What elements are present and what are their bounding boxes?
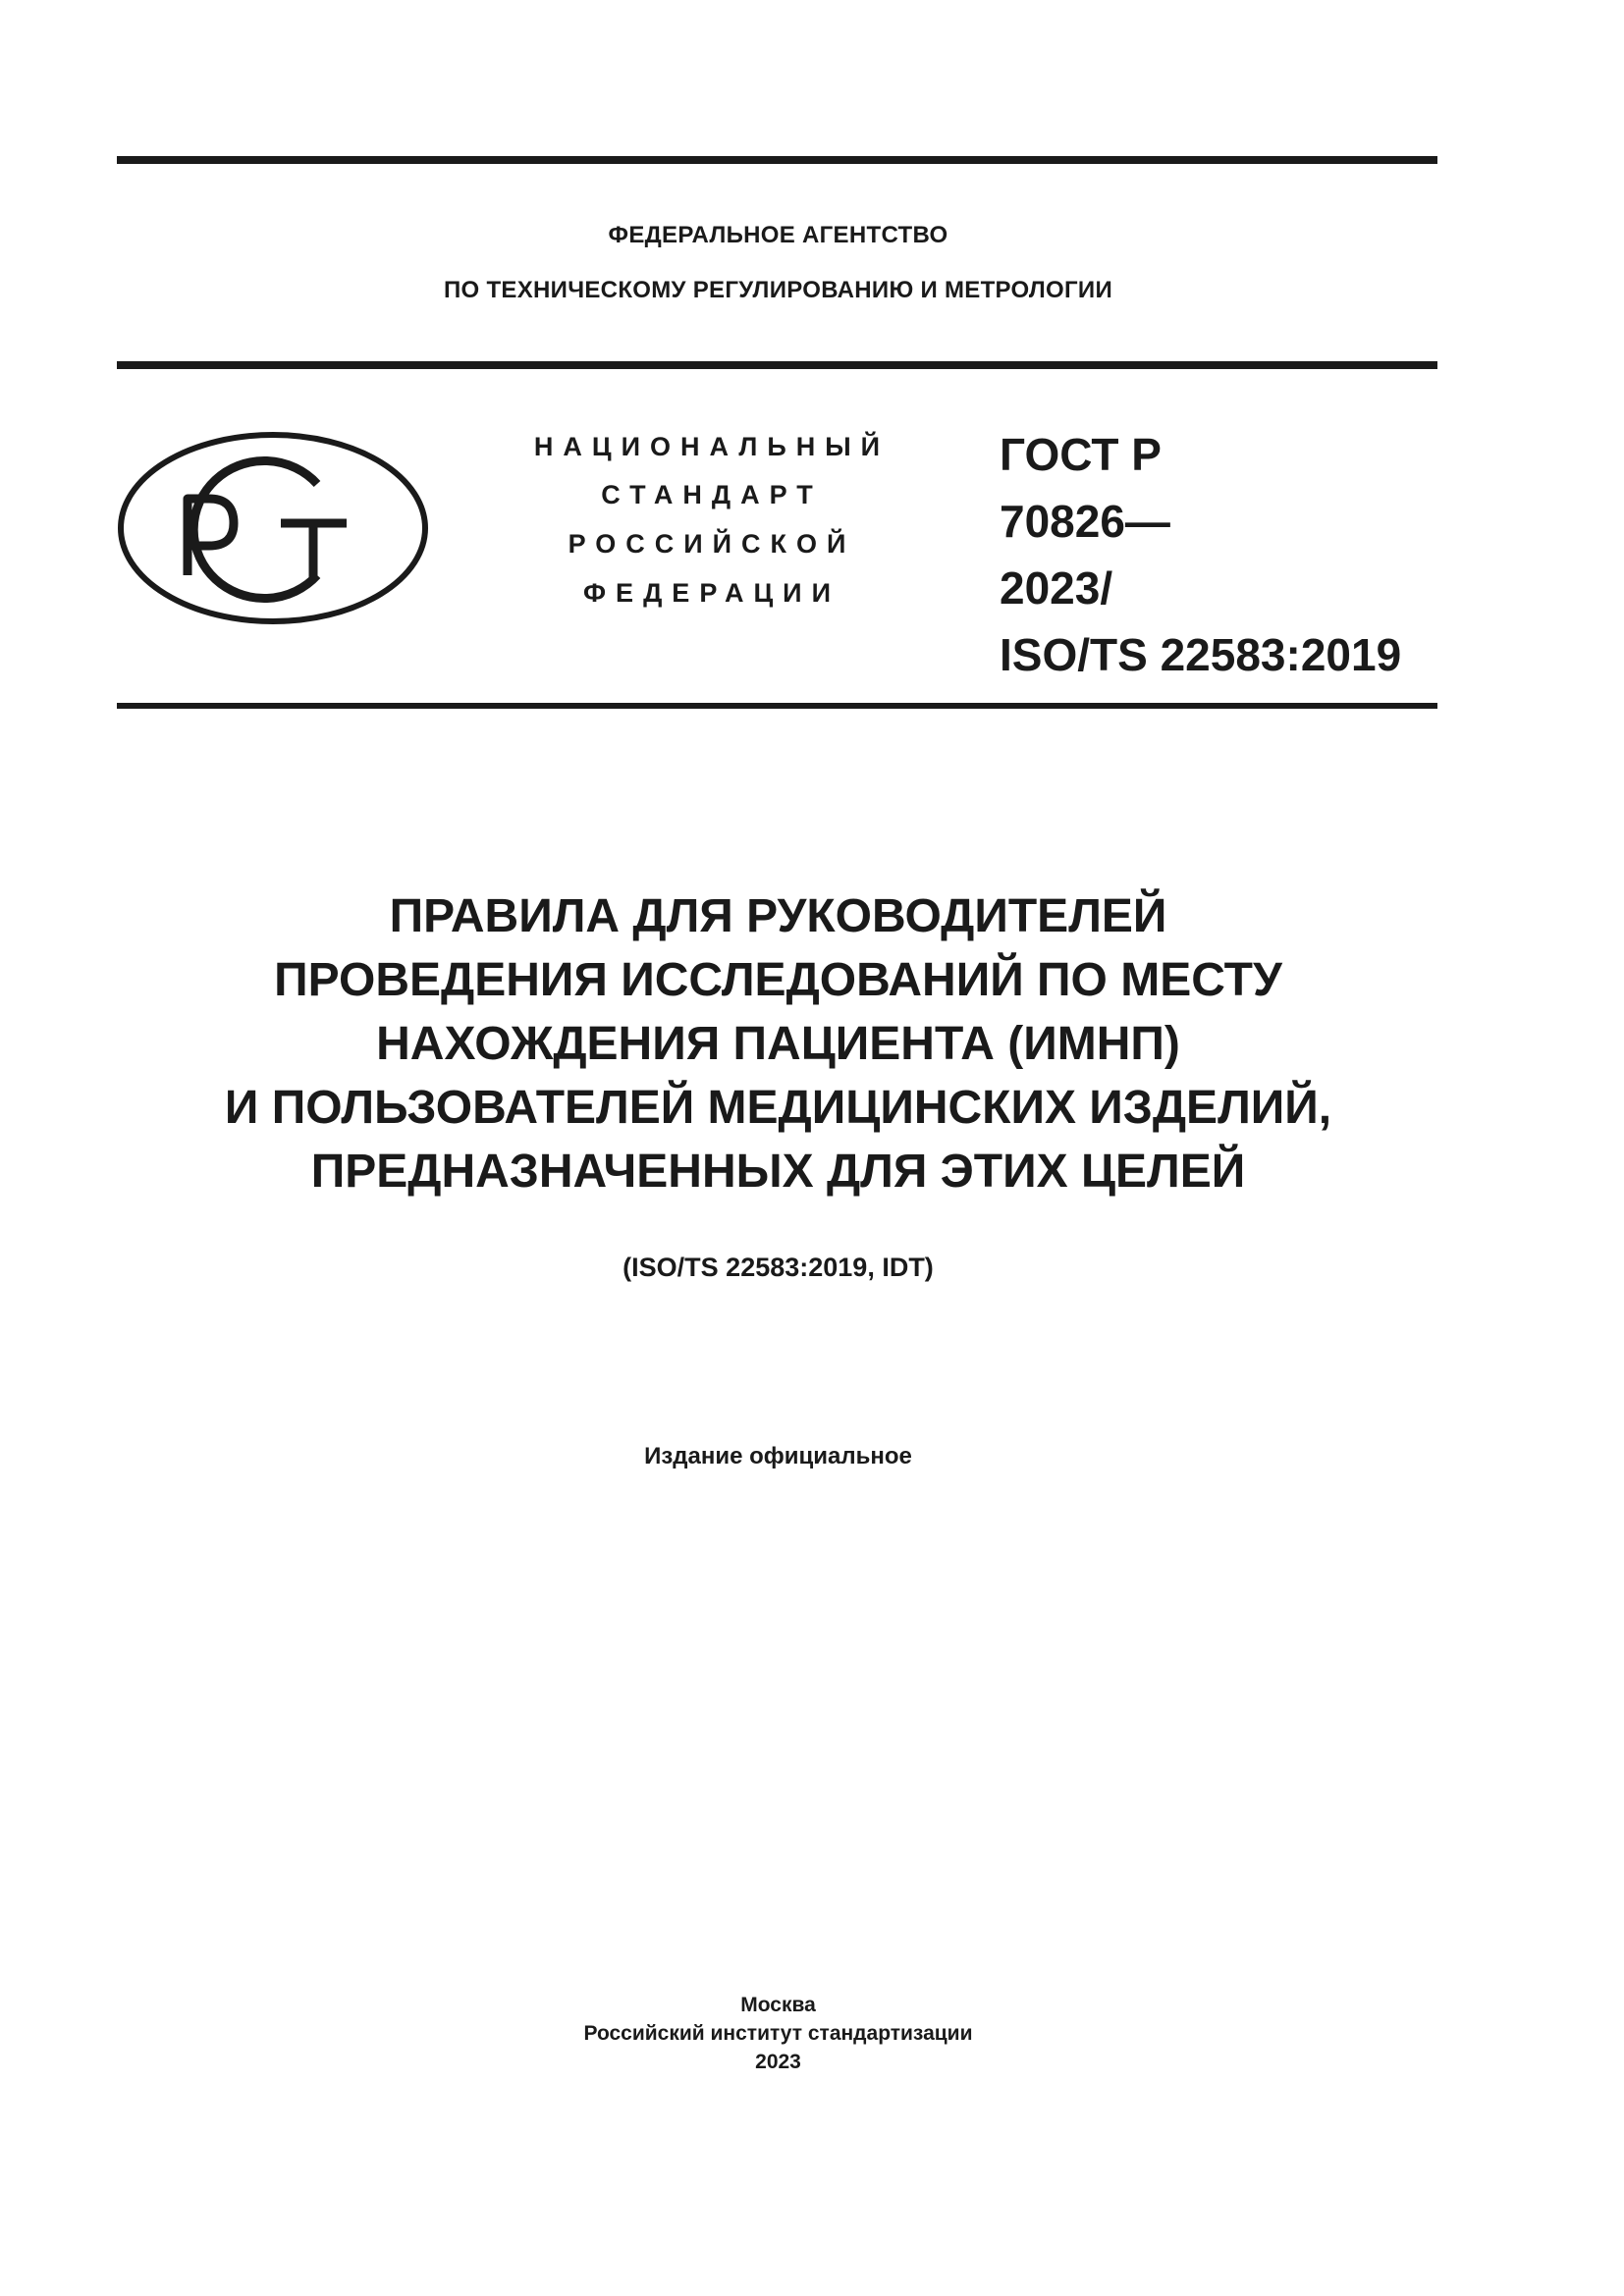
rst-logo-icon (116, 430, 430, 626)
document-title-line-3: НАХОЖДЕНИЯ ПАЦИЕНТА (ИМНП) (376, 1018, 1180, 1070)
top-divider (117, 156, 1437, 164)
imprint-publisher: Российский институт стандартизации (583, 2022, 973, 2045)
document-title-line-4: И ПОЛЬЗОВАТЕЛЕЙ МЕДИЦИНСКИХ ИЗДЕЛИЙ, (224, 1082, 1332, 1134)
iso-identity: (ISO/TS 22583:2019, IDT) (623, 1253, 934, 1282)
standard-type-line-2: СТАНДАРТ (601, 480, 823, 509)
document-title-line-1: ПРАВИЛА ДЛЯ РУКОВОДИТЕЛЕЙ (389, 890, 1167, 942)
edition-label: Издание официальное (644, 1443, 912, 1469)
designation-line-2: 70826— (1000, 496, 1170, 547)
designation-line-4: ISO/TS 22583:2019 (1000, 629, 1402, 680)
agency-line-1: ФЕДЕРАЛЬНОЕ АГЕНТСТВО (608, 222, 948, 248)
designation-line-3: 2023/ (1000, 562, 1113, 614)
imprint-city: Москва (740, 1994, 816, 2016)
imprint-year: 2023 (755, 2051, 801, 2073)
standard-type-line-4: ФЕДЕРАЦИИ (583, 578, 840, 608)
standard-type-line-1: НАЦИОНАЛЬНЫЙ (533, 432, 891, 461)
document-title-line-2: ПРОВЕДЕНИЯ ИССЛЕДОВАНИЙ ПО МЕСТУ (274, 954, 1282, 1006)
agency-line-2: ПО ТЕХНИЧЕСКОМУ РЕГУЛИРОВАНИЮ И МЕТРОЛОГИИ (443, 277, 1113, 303)
standard-type-line-3: РОССИЙСКОЙ (568, 529, 856, 559)
designation-line-1: ГОСТ Р (1000, 429, 1162, 480)
designation-divider (117, 703, 1437, 709)
header-divider (117, 361, 1437, 369)
document-title-line-5: ПРЕДНАЗНАЧЕННЫХ ДЛЯ ЭТИХ ЦЕЛЕЙ (310, 1146, 1246, 1198)
